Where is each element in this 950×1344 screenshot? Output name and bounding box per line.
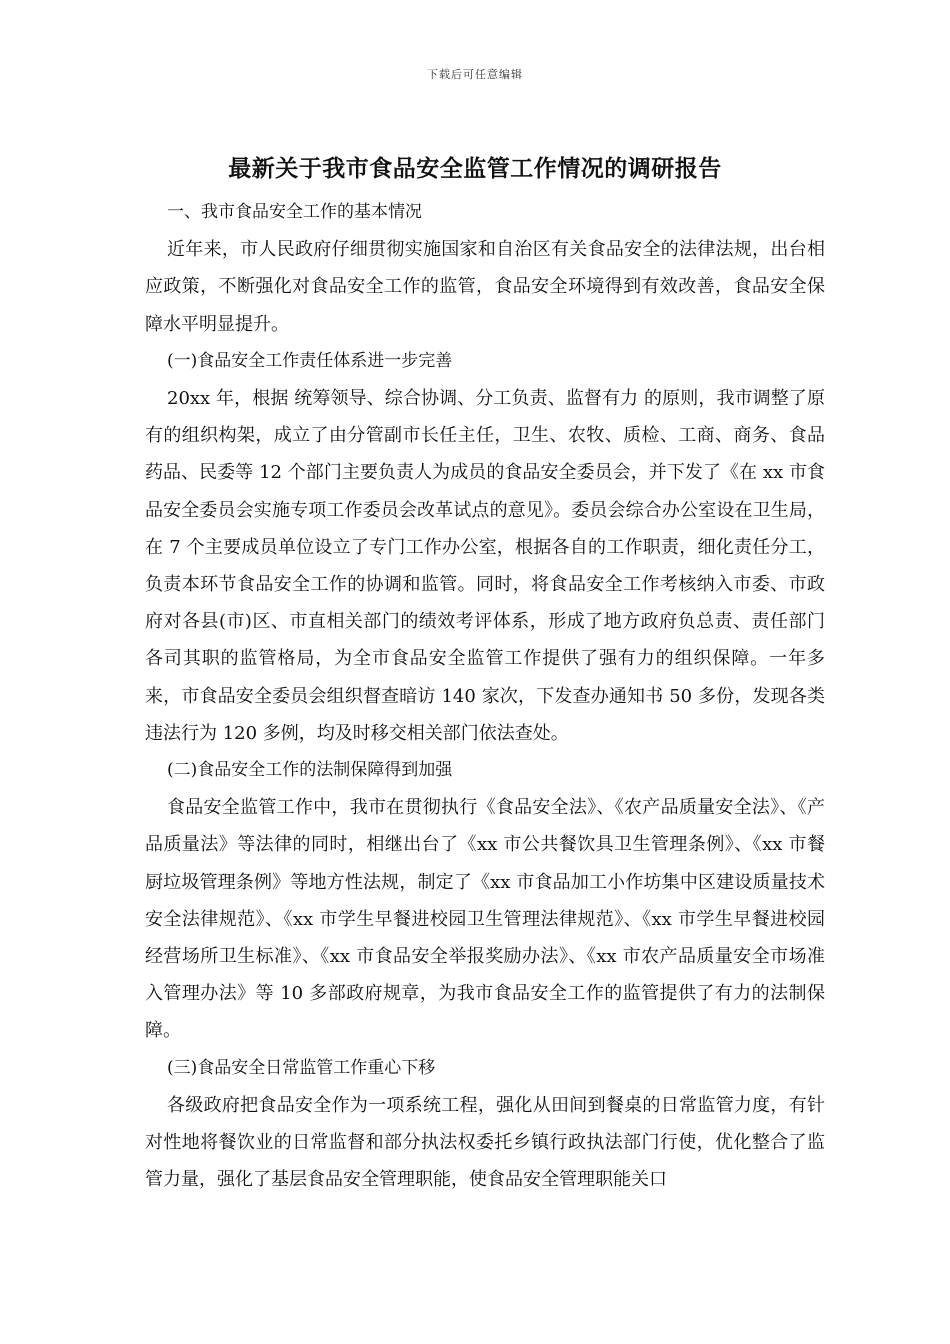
paragraph-legal-guarantee: 食品安全监管工作中，我市在贯彻执行《食品安全法》、《农产品质量安全法》、《产品质量法》等法律的同时，相继出台了《xx 市公共餐饮具卫生管理条例》、《xx 市餐厨垃圾管理条例》等地方性法规，制定了《xx 市食品加工小作坊集中区建设质量技术安全法律规范》、《xx 市学生早餐进校园卫生管理法律规范》、《xx 市学生早餐进校园经营场所卫生标准》、《xx 市食品安全举报奖励办法》、《xx 市农产品质量安全市场准入管理办法》等 10 多部政府规章，为我市食品安全工作的监管提供了有力的法制保障。 (145, 797, 825, 1042)
header-note: 下载后可任意编辑 (427, 68, 523, 81)
subsection-heading-responsibility-system: (一)食品安全工作责任体系进一步完善 (167, 350, 453, 371)
document-title: 最新关于我市食品安全监管工作情况的调研报告 (228, 155, 722, 182)
document-body (145, 194, 825, 1198)
subsection-heading-legal-guarantee: (二)食品安全工作的法制保障得到加强 (167, 760, 453, 781)
subsection-heading-daily-supervision: (三)食品安全日常监管工作重心下移 (167, 1057, 436, 1078)
paragraph-intro: 近年来，市人民政府仔细贯彻实施国家和自治区有关食品安全的法律法规，出台相应政策，不断强化对食品安全工作的监管，食品安全环境得到有效改善，食品安全保障水平明显提升。 (145, 239, 825, 335)
paragraph-daily-supervision: 各级政府把食品安全作为一项系统工程，强化从田间到餐桌的日常监管力度，有针对性地将餐饮业的日常监督和部分执法权委托乡镇行政执法部门行使，优化整合了监管力量，强化了基层食品安全管理职能，使食品安全管理职能关口 (145, 1094, 825, 1191)
section-heading-basic-situation: 一、我市食品安全工作的基本情况 (167, 202, 422, 222)
paragraph-responsibility-system: 20xx 年，根据 统筹领导、综合协调、分工负责、监督有力 的原则，我市调整了原有的组织构架，成立了由分管副市长任主任，卫生、农牧、质检、工商、商务、食品药品、民委等 12 个部门主要负责人为成员的食品安全委员会，并下发了《在 xx 市食品安全委员会实施专项工作委员会改革试点的意见》。委员会综合办公室设在卫生局，在 7 个主要成员单位设立了专门工作办公室，根据各自的工作职责，细化责任分工，负责本环节食品安全工作的协调和监管。同时，将食品安全工作考核纳入市委、市政府对各县(市)区、市直相关部门的绩效考评体系，形成了地方政府负总责、责任部门各司其职的监管格局，为全市食品安全监管工作提供了强有力的组织保障。一年多来，市食品安全委员会组织督查暗访 140 家次，下发查办通知书 50 多份，发现各类违法行为 120 多例，均及时移交相关部门依法查处。 (145, 388, 825, 744)
